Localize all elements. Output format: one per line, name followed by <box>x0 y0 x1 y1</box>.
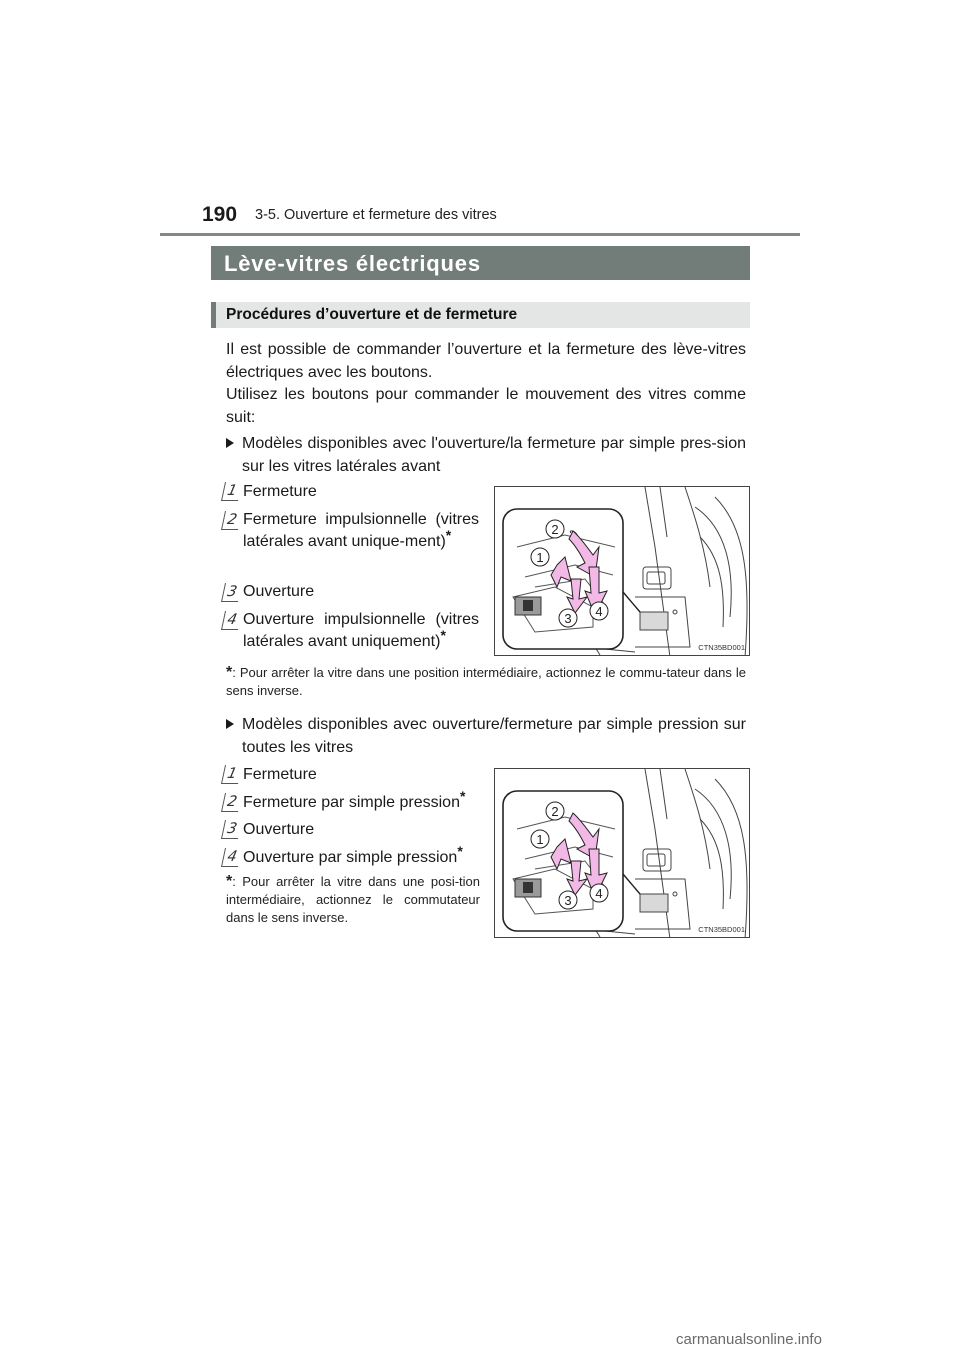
header-rule <box>160 233 800 236</box>
item-number: 1 <box>221 482 242 501</box>
footnote-1: *: Pour arrêter la vitre dans une position intermédiaire, actionnez le commu-tateur dans le sens inverse. <box>226 664 746 698</box>
callout-4: 4 <box>595 604 603 619</box>
intro-paragraph-1: Il est possible de commander l’ouverture et la fermeture des lève-vitres électriques avec les boutons. <box>226 341 746 381</box>
running-header: 3-5. Ouverture et fermeture des vitres <box>255 207 497 223</box>
intro-paragraph-2: Utilisez les boutons pour commander le mouvement des vitres comme suit: <box>226 386 746 426</box>
callout-4: 4 <box>595 886 603 901</box>
subsection-title: Procédures d’ouverture et de fermeture <box>211 302 750 328</box>
footnote-star: * <box>445 527 452 543</box>
bullet-text: Modèles disponibles avec l'ouverture/la fermeture par simple pres-sion sur les vitres latérales avant <box>242 435 746 475</box>
bullet-triangle-icon <box>226 438 234 448</box>
figure-code: CTN35BD001 <box>698 925 745 934</box>
item-number: 4 <box>221 611 242 630</box>
callout-3: 3 <box>564 893 572 908</box>
item-text: Ouverture par simple pression* <box>243 843 463 866</box>
item-text: Ouverture impulsionnelle (vitres latérales avant uniquement)* <box>243 611 479 650</box>
page-number: 190 <box>202 203 238 226</box>
item-text: Ouverture <box>243 583 315 600</box>
callout-1: 1 <box>536 550 544 565</box>
figure-code: CTN35BD001 <box>698 643 745 652</box>
item-number: 3 <box>221 820 242 839</box>
item-number: 2 <box>221 793 242 812</box>
callout-1: 1 <box>536 832 544 847</box>
watermark-link[interactable]: carmanualsonline.info <box>676 1331 822 1348</box>
item-number: 4 <box>221 848 242 867</box>
bullet-text: Modèles disponibles avec ouverture/fermeture par simple pression sur toutes les vitres <box>242 716 746 756</box>
figure-window-switch-2 <box>494 768 750 938</box>
item-text: Fermeture impulsionnelle (vitres latérales avant unique-ment)* <box>243 511 479 550</box>
footnote-2: *: Pour arrêter la vitre dans une posi-tion intermédiaire, actionnez le commutateur dans le sens inverse. <box>226 873 480 925</box>
callout-2: 2 <box>551 522 559 537</box>
window-switch-illustration <box>495 769 750 938</box>
section-title: Lève-vitres électriques <box>211 246 750 280</box>
window-switch-illustration <box>495 487 750 656</box>
bullet-triangle-icon <box>226 719 234 729</box>
footnote-star: * <box>440 627 446 643</box>
item-text: Fermeture <box>243 766 317 783</box>
callout-3: 3 <box>564 611 572 626</box>
item-text: Ouverture <box>243 821 315 838</box>
footnote-star: * <box>457 843 463 859</box>
figure-window-switch-1 <box>494 486 750 656</box>
item-number: 2 <box>221 511 242 530</box>
callout-2: 2 <box>551 804 559 819</box>
footnote-star: * <box>459 788 466 804</box>
item-text: Fermeture <box>243 483 317 500</box>
item-number: 1 <box>221 765 242 784</box>
item-text: Fermeture par simple pression* <box>243 788 466 811</box>
item-number: 3 <box>221 583 242 602</box>
